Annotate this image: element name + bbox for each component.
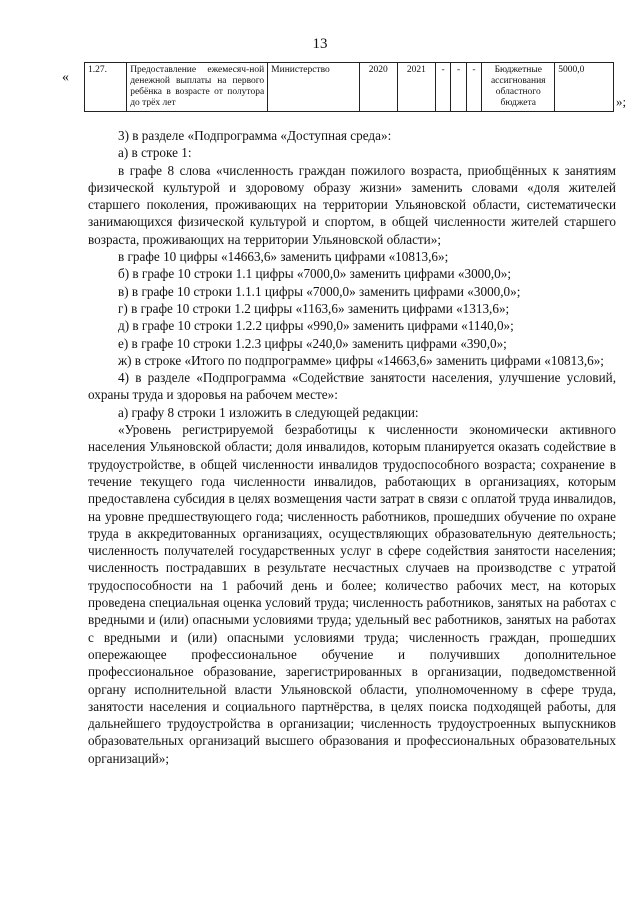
row-number-cell: 1.27. [85, 63, 127, 112]
table-quote-open: « [62, 70, 69, 85]
paragraph: а) графу 8 строки 1 изложить в следующей редакции: [118, 404, 419, 420]
row-dash-cell: - [466, 63, 481, 112]
paragraph: г) в графе 10 строки 1.2 цифры «1163,6» заменить цифрами «1313,6»; [118, 300, 510, 316]
row-dash-cell: - [435, 63, 450, 112]
paragraph: в) в графе 10 строки 1.1.1 цифры «7000,0» заменить цифрами «3000,0»; [118, 283, 521, 299]
paragraph: ж) в строке «Итого по подпрограмме» цифры «14663,6» заменить цифрами «10813,6»; [118, 352, 604, 368]
row-amount-cell: 5000,0 [555, 63, 614, 112]
page-number: 13 [312, 36, 328, 52]
row-year-start-cell: 2020 [359, 63, 397, 112]
paragraph: 4) в разделе «Подпрограмма «Содействие занятости населения, улучшение условий, охраны труда и здоровья на рабочем месте»: [88, 370, 616, 403]
paragraph: «Уровень регистрируемой безработицы к численности экономически активного населения Ульяновской области; доля инвалидов, которым планируется оказать содействие в трудоустройстве, в общей численности инвалидов трудоспособного возраста; сохранение в течение текущего года численности инвалидов, работающих в организациях, которым предоставлена субсидия в целях возмещения части затрат в связи с оплатой труда инвалидов, на уровне предшествующего года; численность работников, прошедших обучение по охране труда в аккредитованных организациях, осуществляющих образовательную деятельность; численность получателей государственных услуг в сфере содействия занятости населения; численность пострадавших в результате несчастных случаев на производстве с утратой трудоспособности на 1 рабочий день и более; количество рабочих мест, на которых проведена специальная оценка условий труда; численность работников, занятых на работах с вредными и (или) опасными условиями труда; удельный вес работников, занятых на работах с вредными и (или) опасными условиями труда; численность граждан, прошедших опережающее профессиональное обучение и получивших дополнительное профессиональное образование, зарегистрированных в организации, подведомственной органу исполнительной власти Ульяновской области, уполномоченному в сфере труда, занятости населения и социального партнёрства, в целях поиска подходящей работы, для дальнейшего трудоустройства в организации; численность трудоустроенных выпускников образовательных организаций высшего образования и профессиональных образовательных организаций»; [88, 422, 616, 766]
document-body [88, 127, 616, 767]
row-dash-cell: - [451, 63, 466, 112]
row-source-cell: Бюджетные ассигнования областного бюджета [482, 63, 555, 112]
row-year-end-cell: 2021 [397, 63, 435, 112]
paragraph: в графе 8 слова «численность граждан пожилого возраста, приобщённых к занятиям физической культурой и здоровому образу жизни» заменить словами «доля жителей старшего поколения, проживающих на территории Ульяновской области, систематически занимающихся физической культурой и спортом, в общей численности жителей старшего возраста, проживающих на территории Ульяновской области»; [88, 162, 616, 247]
paragraph: 3) в разделе «Подпрограмма «Доступная среда»: [118, 128, 392, 143]
amendment-table [84, 62, 614, 112]
row-name-cell: Предоставление ежемесяч-ной денежной выплаты на первого ребёнка в возрасте от полутора до трёх лет [127, 63, 268, 112]
paragraph: д) в графе 10 строки 1.2.2 цифры «990,0» заменить цифрами «1140,0»; [118, 318, 514, 334]
paragraph: а) в строке 1: [118, 145, 192, 161]
table-quote-close: »; [616, 94, 627, 109]
table-row [85, 63, 614, 112]
paragraph: е) в графе 10 строки 1.2.3 цифры «240,0» заменить цифрами «390,0»; [118, 335, 507, 351]
paragraph: б) в графе 10 строки 1.1 цифры «7000,0» заменить цифрами «3000,0»; [118, 266, 511, 282]
paragraph: в графе 10 цифры «14663,6» заменить цифрами «10813,6»; [118, 249, 449, 265]
row-executor-cell: Министерство [268, 63, 360, 112]
